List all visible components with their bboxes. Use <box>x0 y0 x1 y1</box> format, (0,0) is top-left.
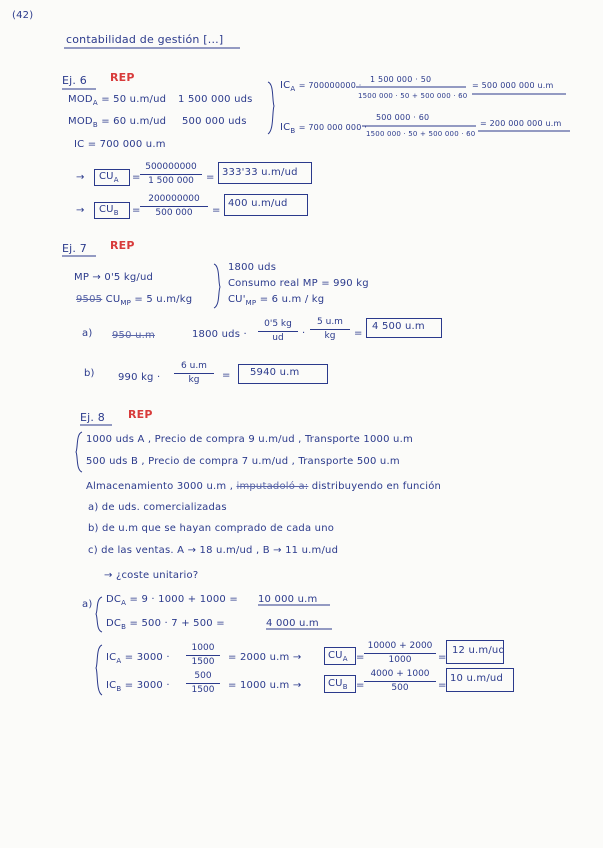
ej6-icb-den: 1500 000 · 50 + 500 000 · 60 <box>366 130 476 138</box>
ej6-cub-fraction: $\frac{200000000}{500 000}$ <box>140 194 208 219</box>
ej6-rep-tag: REP <box>110 71 135 84</box>
ej8-a-label: a) <box>82 599 93 610</box>
ej8-icb-result: = 1000 u.m → <box>228 680 302 691</box>
ej7-a-expr: 1800 uds · <box>192 329 247 340</box>
ej7-a-frac1: $\frac{0'5 kg}{ud}$ <box>258 319 298 344</box>
ej8-ica-fraction: $\frac{1000}{1500}$ <box>186 643 220 668</box>
ej6-modb-units: 500 000 uds <box>182 116 247 127</box>
ej6-modb: $MOD_B = 60$ u.m/ud <box>68 116 167 129</box>
ej8-option-a: a) de uds. comercializadas <box>88 502 227 513</box>
ej8-cua-label: $CU_A$ <box>328 650 348 663</box>
brace-ej7-right <box>214 264 220 308</box>
eq-sign-ej7b: = <box>222 370 231 381</box>
ej7-label: Ej. 7 <box>62 242 87 255</box>
ej6-cua-fraction: $\frac{500000000}{1 500 000}$ <box>140 162 202 187</box>
ej7-a-result: 4 500 u.m <box>372 321 425 332</box>
ej8-cua-result: 12 u.m/ud <box>452 645 506 656</box>
ej8-icb-fraction: $\frac{500}{1500}$ <box>186 671 220 696</box>
ej8-cub-result: 10 u.m/ud <box>450 673 504 684</box>
ej7-rep-tag: REP <box>110 239 135 252</box>
eq-sign-cub: = <box>132 205 141 216</box>
ej6-moda-units: 1 500 000 uds <box>178 94 253 105</box>
ej7-cu-real: $CU'_{MP} = 6$ u.m / kg <box>228 294 325 307</box>
ej6-icb-num: 500 000 · 60 <box>376 113 430 122</box>
ej8-dcb-result: 4 000 u.m <box>266 618 319 629</box>
ej8-question: → ¿coste unitario? <box>104 570 199 581</box>
ej7-b-expr: 990 kg · <box>118 372 161 383</box>
ej7-a-frac2: $\frac{5 u.m}{kg}$ <box>310 317 350 342</box>
ej6-ica-den: 1500 000 · 50 + 500 000 · 60 <box>358 92 468 100</box>
ej6-cub-label: $CU_B$ <box>99 204 119 217</box>
eq-sign-cua2: = <box>356 652 365 663</box>
ej6-cua-result: 333'33 u.m/ud <box>222 167 298 178</box>
ej8-label: Ej. 8 <box>80 411 105 424</box>
ej8-dca-result: 10 000 u.m <box>258 594 318 605</box>
ej6-ic-total: IC = 700 000 u.m <box>74 139 166 150</box>
ej8-ica: $IC_A = 3000$ · <box>106 652 170 665</box>
ej6-moda: $MOD_A = 50$ u.m/ud <box>68 94 167 107</box>
page-title: contabilidad de gestión [...] <box>66 33 224 46</box>
ej6-icb-res: = 200 000 000 u.m <box>480 119 562 128</box>
ej7-dot: · <box>302 328 306 339</box>
ej8-dcb: $DC_B = 500 \cdot 7 + 500$ = <box>106 618 225 631</box>
ej8-line3: Almacenamiento 3000 u.m , imputadoló a: distribuyendo en función <box>86 481 442 492</box>
ej7-a-struck: 950 u.m <box>112 330 155 341</box>
ej6-label: Ej. 6 <box>62 74 87 87</box>
arrow-cub: → <box>76 205 85 216</box>
brace-ej6-right <box>268 82 274 134</box>
eq-sign-cua2-2: = <box>438 652 447 663</box>
ej7-mp: MP → 0'5 kg/ud <box>74 272 154 283</box>
ej6-ica: $IC_A = 700000000$ · <box>280 80 362 93</box>
ej8-cua-fraction: $\frac{10000 + 2000}{1000}$ <box>364 641 436 666</box>
ej8-cub-label: $CU_B$ <box>328 678 348 691</box>
eq-sign-cub2-2: = <box>438 680 447 691</box>
ej6-ica-res: = 500 000 000 u.m <box>472 81 554 90</box>
brace-dc-left <box>96 597 102 632</box>
ej7-b-frac: $\frac{6 u.m}{kg}$ <box>174 361 214 386</box>
ej8-rep-tag: REP <box>128 408 153 421</box>
brace-ic-left <box>96 645 102 695</box>
ej8-option-b: b) de u.m que se hayan comprado de cada uno <box>88 523 335 534</box>
arrow-cua: → <box>76 172 85 183</box>
ej8-ica-result: = 2000 u.m → <box>228 652 302 663</box>
eq-sign-cua: = <box>132 172 141 183</box>
page-number: (42) <box>12 10 34 21</box>
ej8-cub-fraction: $\frac{4000 + 1000}{500}$ <box>364 669 436 694</box>
eq-sign-cua-2: = <box>206 172 215 183</box>
ej7-cu-mp: 9505 $CU_{MP} = 5$ u.m/kg <box>76 294 193 307</box>
ej8-line2: 500 uds B , Precio de compra 7 u.m/ud , Transporte 500 u.m <box>86 456 400 467</box>
ej8-icb: $IC_B = 3000$ · <box>106 680 170 693</box>
ej7-a-label: a) <box>82 328 93 339</box>
ej7-b-label: b) <box>84 368 95 379</box>
ej7-consumo: Consumo real MP = 990 kg <box>228 278 369 289</box>
ej7-uds: 1800 uds <box>228 262 277 273</box>
ej8-dca: $DC_A = 9 \cdot 1000 + 1000$ = <box>106 594 238 607</box>
eq-sign-cub2: = <box>356 680 365 691</box>
ej6-cua-label: $CU_A$ <box>99 171 119 184</box>
eq-sign-cub-2: = <box>212 205 221 216</box>
ej8-option-c: c) de las ventas. A → 18 u.m/ud , B → 11 u.m/ud <box>88 545 339 556</box>
brace-ej8-left <box>76 432 82 472</box>
ej6-ica-num: 1 500 000 · 50 <box>370 75 432 84</box>
ej6-cub-result: 400 u.m/ud <box>228 198 288 209</box>
ej7-b-result: 5940 u.m <box>250 367 300 378</box>
ej8-line1: 1000 uds A , Precio de compra 9 u.m/ud , Transporte 1000 u.m <box>86 434 413 445</box>
eq-sign-ej7a: = <box>354 328 363 339</box>
ej6-icb: $IC_B = 700$ 000 000 · <box>280 122 367 135</box>
